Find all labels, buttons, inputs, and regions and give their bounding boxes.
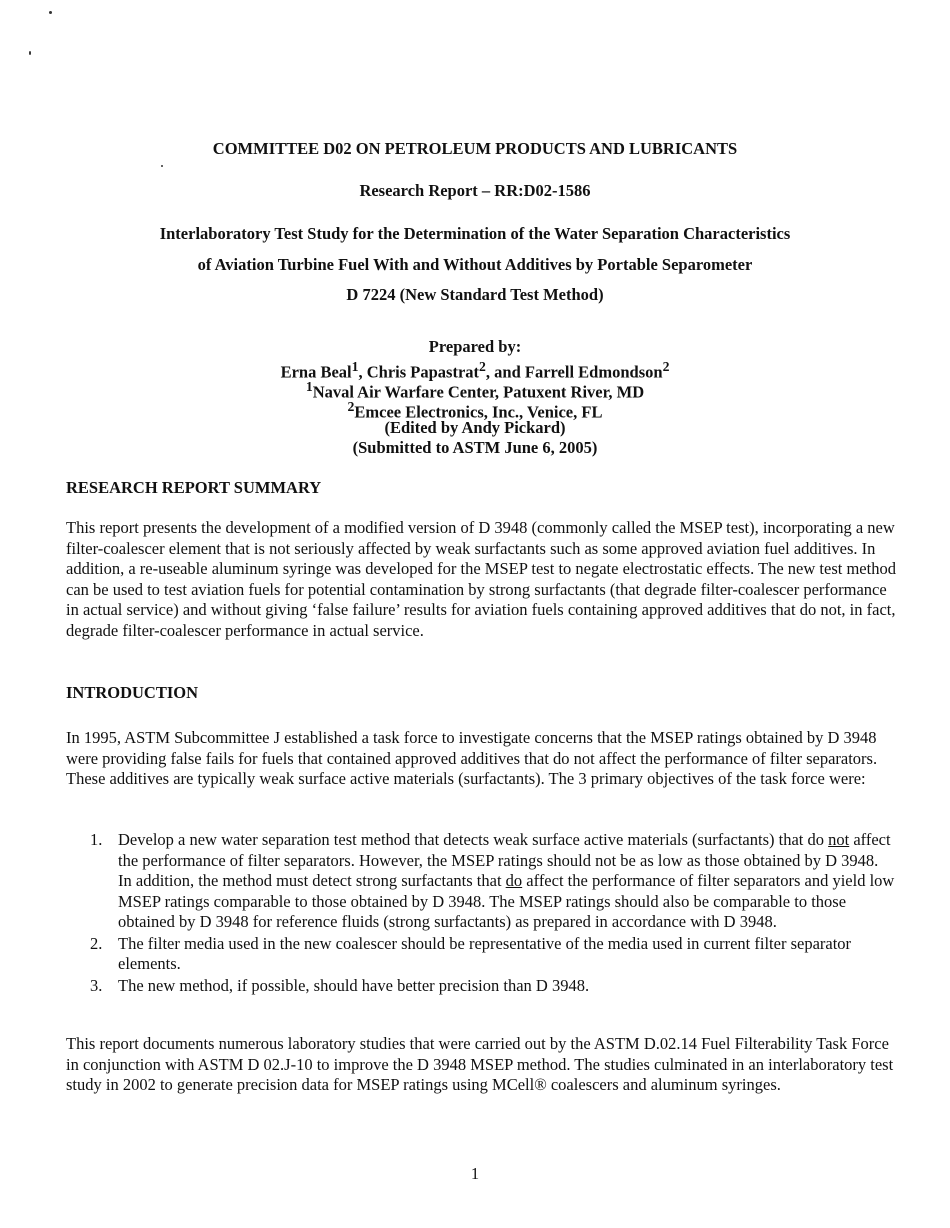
report-number: Research Report – RR:D02-1586 bbox=[359, 181, 591, 200]
list-item-number: 3. bbox=[90, 975, 103, 995]
affiliation-sup: 1 bbox=[305, 379, 313, 394]
author-name: , and Farrell Edmondson bbox=[485, 362, 663, 382]
author-affiliation-sup: 2 bbox=[479, 359, 486, 374]
list-item bbox=[66, 934, 896, 975]
author-name: , Chris Papastrat bbox=[358, 362, 480, 382]
author-affiliation-sup: 2 bbox=[662, 359, 670, 374]
list-item-text: The new method, if possible, should have better precision than D 3948. bbox=[118, 975, 590, 995]
edited-by: (Edited by Andy Pickard) bbox=[384, 418, 566, 437]
list-item-text: The filter media used in the new coalescer should be representative of the media used in current filter separator elements. bbox=[118, 933, 852, 973]
scan-speck bbox=[49, 11, 52, 14]
affiliation-sup: 2 bbox=[347, 399, 355, 414]
objectives-list bbox=[66, 830, 896, 996]
list-item-number: 2. bbox=[90, 933, 103, 953]
introduction-heading: INTRODUCTION bbox=[66, 683, 199, 702]
affiliation-text: Naval Air Warfare Center, Patuxent River, MD bbox=[312, 382, 645, 402]
list-item-text: affect the performance of filter separators and yield low MSEP ratings comparable to those obtained by D 3948. The MSEP ratings should also be comparable to those obtained by D 3948 for reference fluids (strong surfactants) as prepared in accordance with D 3948. bbox=[118, 871, 895, 931]
summary-heading: RESEARCH REPORT SUMMARY bbox=[66, 478, 322, 497]
introduction-paragraph: In 1995, ASTM Subcommittee J established a task force to investigate concerns that the MSEP ratings obtained by D 3948 were providing false fails for fuels that contained approved additives that do not affect the performance of filter separators. These additives are typically weak surface active materials (surfactants). The 3 primary objectives of the task force were: bbox=[66, 728, 878, 788]
submitted-date: (Submitted to ASTM June 6, 2005) bbox=[352, 438, 598, 457]
list-item-text: affect the performance of filter separators. However, the MSEP ratings should not be as low as those obtained by D 3948. In addition, the method must detect strong surfactants that bbox=[118, 830, 891, 890]
list-item-number: 1. bbox=[90, 830, 103, 849]
list-item bbox=[66, 830, 896, 933]
emphasis-underline: not bbox=[828, 830, 850, 849]
title-line-1: Interlaboratory Test Study for the Determination of the Water Separation Characteristics bbox=[159, 224, 791, 243]
title-line-3: D 7224 (New Standard Test Method) bbox=[346, 285, 604, 304]
author-name: Erna Beal bbox=[280, 362, 352, 382]
title-line-2: of Aviation Turbine Fuel With and Without Additives by Portable Separometer bbox=[197, 255, 753, 274]
prepared-by-label: Prepared by: bbox=[428, 337, 522, 356]
list-item bbox=[66, 976, 896, 997]
list-item-text: Develop a new water separation test method that detects weak surface active materials (surfactants) that do bbox=[118, 830, 829, 849]
scan-speck bbox=[161, 165, 163, 167]
closing-paragraph: This report documents numerous laboratory studies that were carried out by the ASTM D.02.14 Fuel Filterability Task Force in conjunction with ASTM D 02.J-10 to improve the D 3948 MSEP method. The studies culminated in an interlaboratory test study in 2002 to generate precision data for MSEP ratings using MCell® coalescers and aluminum syringes. bbox=[66, 1034, 894, 1094]
summary-paragraph: This report presents the development of a modified version of D 3948 (commonly called the MSEP test), incorporating a new filter-coalescer element that is not seriously affected by weak surfactants such as some approved aviation fuel additives. In addition, a re-useable aluminum syringe was developed for the MSEP test to negate electrostatic effects. The new test method can be used to test aviation fuels for potential contamination by strong surfactants (that degrade filter-coalescer performance in actual service) and without giving ‘false failure’ results for aviation fuels containing approved additives that do not, in fact, degrade filter-coalescer performance in actual service. bbox=[66, 518, 896, 640]
affiliation-text: Emcee Electronics, Inc., Venice, FL bbox=[354, 402, 603, 422]
committee-heading: COMMITTEE D02 ON PETROLEUM PRODUCTS AND LUBRICANTS bbox=[212, 139, 738, 158]
page-number: 1 bbox=[470, 1164, 480, 1183]
scan-speck bbox=[29, 51, 31, 55]
author-affiliation-sup: 1 bbox=[351, 359, 359, 374]
emphasis-underline: do bbox=[505, 871, 523, 890]
